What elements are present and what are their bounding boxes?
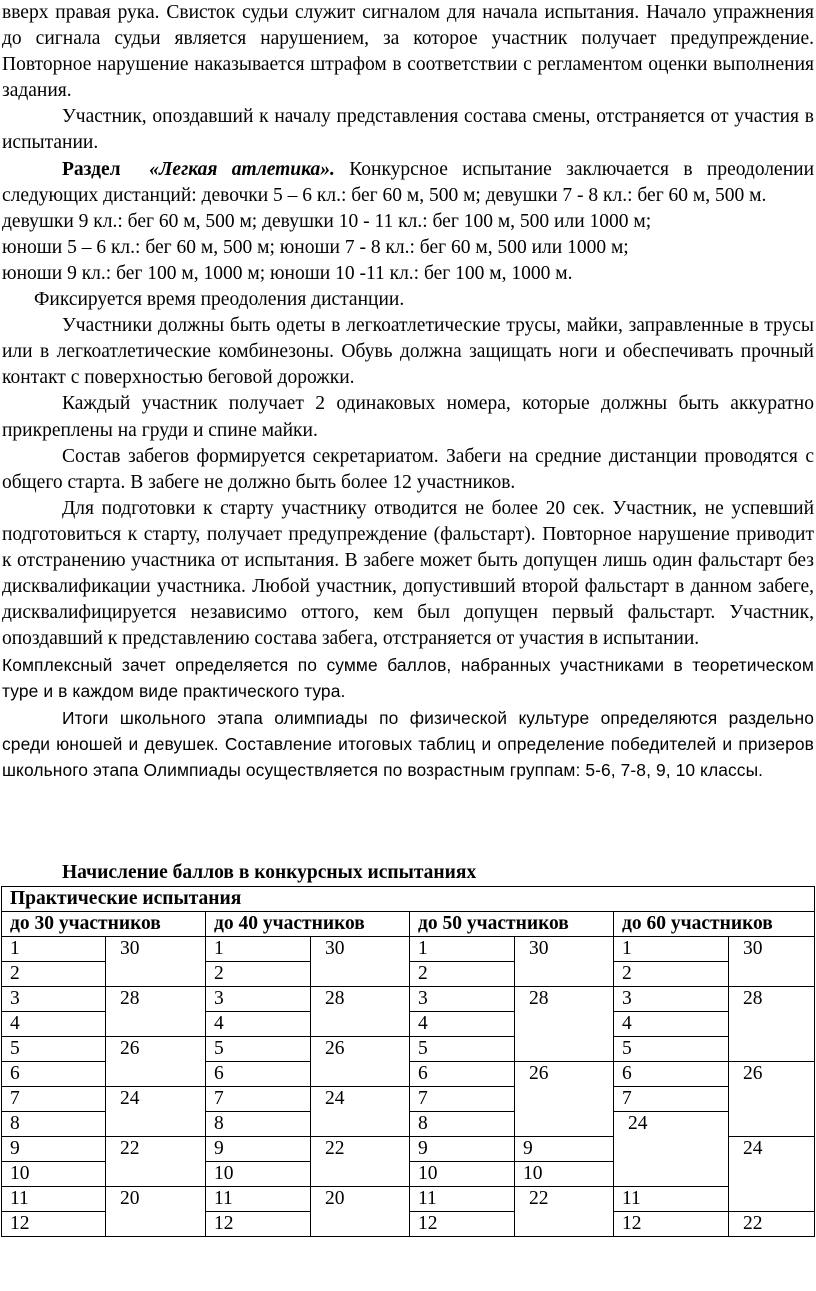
place-cell: 7 <box>614 1087 729 1112</box>
place-cell: 10 <box>515 1162 614 1187</box>
paragraph-late-participant: Участник, опоздавший к началу представления состава смены, отстраняется от участия в испытании. <box>2 106 814 154</box>
table-header-row <box>2 912 815 937</box>
place-cell: 8 <box>2 1112 106 1137</box>
points-cell: 30 <box>311 937 410 987</box>
section-title: «Легкая атлетика». <box>149 158 335 180</box>
paragraph-numbers: Каждый участник получает 2 одинаковых номера, которые должны быть аккуратно прикреплены на груди и спине майки. <box>2 393 814 441</box>
place-cell: 6 <box>614 1062 729 1087</box>
table-row <box>2 937 815 962</box>
place-cell: 4 <box>206 1012 311 1037</box>
paragraph-total-score: Комплексный зачет определяется по сумме баллов, набранных участниками в теоретическом туре и в каждом виде практического тура. <box>2 655 814 702</box>
place-cell: 11 <box>614 1187 729 1212</box>
points-cell: 22 <box>515 1187 614 1237</box>
place-cell: 11 <box>206 1187 311 1212</box>
points-cell: 30 <box>729 937 815 987</box>
time-note: Фиксируется время преодоления дистанции. <box>34 289 405 311</box>
place-cell: 2 <box>206 962 311 987</box>
place-cell: 12 <box>2 1212 106 1237</box>
place-cell: 12 <box>206 1212 311 1237</box>
points-cell: 28 <box>515 987 614 1062</box>
header-group-60: до 60 участников <box>614 912 815 937</box>
place-cell: 9 <box>2 1137 106 1162</box>
place-cell: 12 <box>410 1212 515 1237</box>
points-cell: 22 <box>729 1212 815 1237</box>
document-body <box>2 0 814 783</box>
points-cell: 26 <box>515 1062 614 1137</box>
place-cell: 9 <box>410 1137 515 1162</box>
place-cell: 1 <box>2 937 106 962</box>
paragraph-athletics-intro <box>2 157 814 209</box>
place-cell: 1 <box>206 937 311 962</box>
place-cell: 1 <box>614 937 729 962</box>
place-cell: 10 <box>410 1162 515 1187</box>
place-cell: 7 <box>206 1087 311 1112</box>
place-cell: 12 <box>614 1212 729 1237</box>
header-group-50: до 50 участников <box>410 912 614 937</box>
place-cell: 8 <box>410 1112 515 1137</box>
athletics-intro-text: Конкурсное испытание заключается в преодолении следующих дистанций: девочки 5 – 6 кл.: бег 60 м, 500 м; девушки 7 - 8 кл.: бег 60 м, 500 м. <box>2 158 815 206</box>
place-cell: 7 <box>410 1087 515 1112</box>
place-cell: 9 <box>515 1137 614 1162</box>
distance-line-boys-junior: юноши 5 – 6 кл.: бег 60 м, 500 м; юноши 7 - 8 кл.: бег 60 м, 500 или 1000 м; <box>2 236 629 258</box>
place-cell: 9 <box>206 1137 311 1162</box>
points-cell: 26 <box>106 1037 206 1087</box>
paragraph-false-start: Для подготовки к старту участнику отводится не более 20 сек. Участник, не успевший подготовиться к старту, получает предупреждение (фальстарт). Повторное нарушение приводит к отстранению участника от испытания. В забеге может быть допущен лишь один фальстарт без дисквалификации участника. Любой участник, допустивший второй фальстарт в данном забеге, дисквалифицируется независимо оттого, кем был допущен первый фальстарт. Участник, опоздавший к представлению состава забега, отстраняется от участия в испытании. <box>2 497 814 650</box>
points-cell: 24 <box>106 1087 206 1137</box>
place-cell: 11 <box>410 1187 515 1212</box>
place-cell: 4 <box>614 1012 729 1037</box>
place-cell: 8 <box>206 1112 311 1137</box>
points-cell: 24 <box>729 1137 815 1212</box>
paragraph-start-signal: вверх правая рука. Свисток судьи служит сигналом для начала испытания. Начало упражнения до сигнала судьи является нарушением, за которое участник получает предупреждение. Повторное нарушение наказывается штрафом в соответствии с регламентом оценки выполнения задания. <box>2 2 814 102</box>
place-cell: 5 <box>614 1037 729 1062</box>
place-cell: 1 <box>410 937 515 962</box>
place-cell: 7 <box>2 1087 106 1112</box>
table-caption: Начисление баллов в конкурсных испытаниях <box>62 862 477 883</box>
points-cell: 26 <box>729 1062 815 1137</box>
paragraph-clothing: Участники должны быть одеты в легкоатлетические трусы, майки, заправленные в трусы или в легкоатлетические комбинезоны. Обувь должна защищать ноги и обеспечивать прочный контакт с поверхностью беговой дорожки. <box>2 315 814 389</box>
place-cell: 6 <box>2 1062 106 1087</box>
place-cell: 6 <box>206 1062 311 1087</box>
place-cell: 2 <box>410 962 515 987</box>
place-cell: 5 <box>206 1037 311 1062</box>
paragraph-heats: Состав забегов формируется секретариатом. Забеги на средние дистанции проводятся с общего старта. В забеге не должно быть более 12 участников. <box>2 445 814 493</box>
section-label: Раздел <box>62 158 121 180</box>
points-cell: 22 <box>311 1137 410 1187</box>
points-cell: 28 <box>311 987 410 1037</box>
table-title: Практические испытания <box>2 887 815 912</box>
table-title-row <box>2 887 815 912</box>
place-cell: 5 <box>410 1037 515 1062</box>
points-cell: 30 <box>106 937 206 987</box>
place-cell: 5 <box>2 1037 106 1062</box>
points-cell: 28 <box>106 987 206 1037</box>
place-cell: 3 <box>410 987 515 1012</box>
table-row <box>2 1037 815 1062</box>
place-cell: 10 <box>2 1162 106 1187</box>
distance-line-girls: девушки 9 кл.: бег 60 м, 500 м; девушки 10 - 11 кл.: бег 100 м, 500 или 1000 м; <box>2 210 652 232</box>
place-cell: 4 <box>410 1012 515 1037</box>
table-row <box>2 1087 815 1112</box>
header-group-30: до 30 участников <box>2 912 206 937</box>
table-row <box>2 987 815 1012</box>
place-cell: 3 <box>614 987 729 1012</box>
place-cell: 2 <box>2 962 106 987</box>
score-table <box>1 886 815 1237</box>
points-cell: 30 <box>515 937 614 987</box>
points-cell: 28 <box>729 987 815 1062</box>
points-cell: 24 <box>614 1112 729 1187</box>
place-cell: 4 <box>2 1012 106 1037</box>
place-cell: 3 <box>206 987 311 1012</box>
place-cell: 6 <box>410 1062 515 1087</box>
header-group-40: до 40 участников <box>206 912 410 937</box>
points-cell: 22 <box>106 1137 206 1187</box>
place-cell: 2 <box>614 962 729 987</box>
points-cell: 26 <box>311 1037 410 1087</box>
points-cell: 24 <box>311 1087 410 1137</box>
table-row <box>2 1187 815 1212</box>
place-cell: 3 <box>2 987 106 1012</box>
place-cell: 10 <box>206 1162 311 1187</box>
paragraph-results: Итоги школьного этапа олимпиады по физической культуре определяются раздельно среди юношей и девушек. Составление итоговых таблиц и определение победителей и призеров школьного этапа Олимпиады осуществляется по возрастным группам: 5-6, 7-8, 9, 10 классы. <box>2 707 814 780</box>
points-cell: 20 <box>311 1187 410 1237</box>
distance-line-boys-senior: юноши 9 кл.: бег 100 м, 1000 м; юноши 10 -11 кл.: бег 100 м, 1000 м. <box>2 262 573 284</box>
place-cell: 11 <box>2 1187 106 1212</box>
points-cell: 20 <box>106 1187 206 1237</box>
